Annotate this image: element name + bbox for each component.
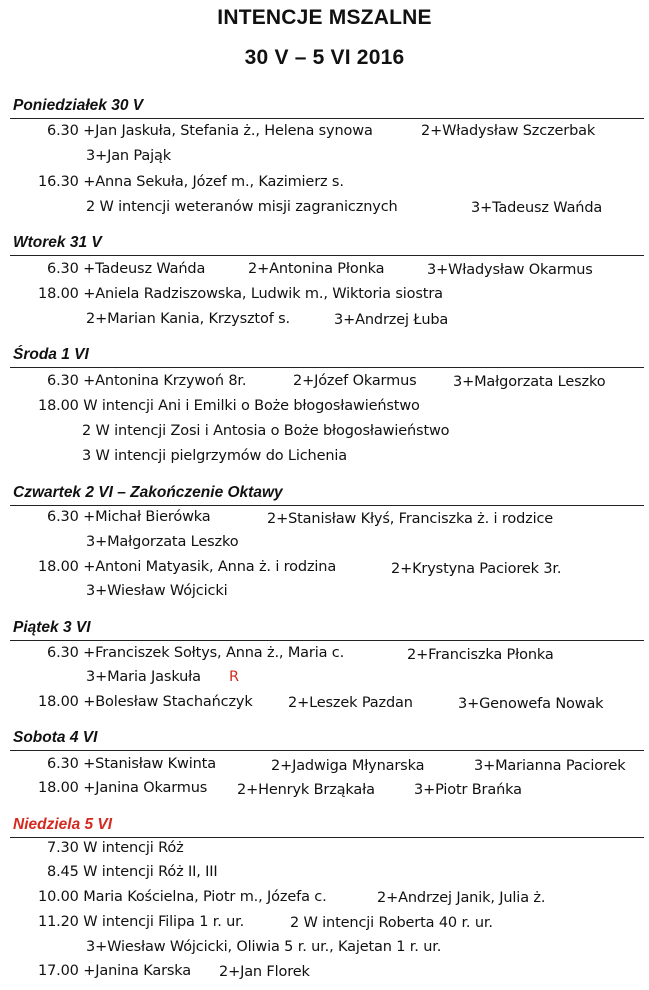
intention-line: 6.30 +Tadeusz Wańda bbox=[47, 261, 206, 277]
intention-line: 2+Józef Okarmus bbox=[293, 373, 417, 389]
intention-line: 2+Stanisław Kłyś, Franciszka ż. i rodzice bbox=[267, 511, 554, 527]
intention-line: 10.00 Maria Kościelna, Piotr m., Józefa c. bbox=[38, 889, 327, 905]
intention-line: 2+Franciszka Płonka bbox=[407, 647, 554, 663]
intention-line: 3+Wiesław Wójcicki bbox=[86, 583, 228, 599]
intention-line: 2+Leszek Pazdan bbox=[288, 695, 413, 711]
intention-line: 6.30 +Antonina Krzywoń 8r. bbox=[47, 373, 247, 389]
day-divider bbox=[10, 255, 644, 256]
day-heading-friday: Piątek 3 VI bbox=[13, 619, 91, 636]
intention-line: 2+Marian Kania, Krzysztof s. bbox=[86, 311, 290, 327]
intention-line: 2+Jadwiga Młynarska bbox=[271, 758, 425, 774]
intention-line: 6.30 +Stanisław Kwinta bbox=[47, 756, 216, 772]
day-heading-monday: Poniedziałek 30 V bbox=[13, 97, 144, 114]
day-heading-sunday: Niedziela 5 VI bbox=[13, 816, 113, 833]
intention-line: 8.45 W intencji Róż II, III bbox=[47, 864, 218, 880]
day-divider bbox=[10, 505, 644, 506]
intention-line: 18.00 +Antoni Matyasik, Anna ż. i rodzina bbox=[38, 559, 337, 575]
intention-line: 2+Antonina Płonka bbox=[248, 261, 385, 277]
intention-line: 2 W intencji Roberta 40 r. ur. bbox=[290, 915, 493, 931]
intention-line: 3 W intencji pielgrzymów do Lichenia bbox=[82, 448, 348, 464]
intention-line: 11.20 W intencji Filipa 1 r. ur. bbox=[38, 914, 245, 930]
intention-line: 3+Andrzej Łuba bbox=[334, 312, 449, 328]
intention-line: 6.30 +Franciszek Sołtys, Anna ż., Maria c. bbox=[47, 645, 345, 661]
intention-line: 3+Maria Jaskuła bbox=[86, 669, 201, 685]
intention-line: 3+Wiesław Wójcicki, Oliwia 5 r. ur., Kajetan 1 r. ur. bbox=[86, 939, 442, 955]
intention-line: 17.00 +Janina Karska bbox=[38, 963, 192, 979]
intention-line: 3+Tadeusz Wańda bbox=[471, 200, 603, 216]
intention-line: 18.00 +Bolesław Stachańczyk bbox=[38, 694, 253, 710]
intention-line: 16.30 +Anna Sekuła, Józef m., Kazimierz s. bbox=[38, 174, 344, 190]
intention-line: 3+Władysław Okarmus bbox=[427, 262, 593, 278]
intention-line: 3+Genowefa Nowak bbox=[458, 696, 604, 712]
day-heading-wednesday: Środa 1 VI bbox=[13, 346, 89, 363]
red-r-mark: R bbox=[229, 669, 239, 685]
intention-line: 3+Małgorzata Leszko bbox=[86, 534, 239, 550]
day-heading-tuesday: Wtorek 31 V bbox=[13, 234, 102, 251]
intention-line: 3+Piotr Brańka bbox=[414, 782, 522, 798]
day-divider bbox=[10, 118, 644, 119]
date-range: 30 V – 5 VI 2016 bbox=[244, 46, 405, 69]
intention-line: 3+Marianna Paciorek bbox=[474, 758, 626, 774]
intention-line: 2+Jan Florek bbox=[219, 964, 310, 980]
day-divider bbox=[10, 367, 644, 368]
day-heading-thursday: Czwartek 2 VI – Zakończenie Oktawy bbox=[13, 484, 283, 501]
intention-line: 18.00 +Janina Okarmus bbox=[38, 780, 208, 796]
intention-line: 3+Małgorzata Leszko bbox=[453, 374, 606, 390]
intention-line: 2+Krystyna Paciorek 3r. bbox=[391, 561, 562, 577]
intention-line: 3+Jan Pająk bbox=[86, 148, 171, 164]
intention-line: 7.30 W intencji Róż bbox=[47, 840, 184, 856]
day-divider bbox=[10, 837, 644, 838]
day-divider bbox=[10, 750, 644, 751]
intention-line: 18.00 W intencji Ani i Emilki o Boże błogosławieństwo bbox=[38, 398, 420, 414]
intention-line: 2+Władysław Szczerbak bbox=[421, 123, 596, 139]
intention-line: 2+Henryk Brząkała bbox=[237, 782, 375, 798]
day-divider bbox=[10, 640, 644, 641]
day-heading-saturday: Sobota 4 VI bbox=[13, 729, 98, 746]
intention-line: 6.30 +Michał Bierówka bbox=[47, 509, 211, 525]
intention-line: 2 W intencji Zosi i Antosia o Boże błogosławieństwo bbox=[82, 423, 450, 439]
intention-line: 2 W intencji weteranów misji zagranicznych bbox=[86, 199, 398, 215]
intention-line: 6.30 +Jan Jaskuła, Stefania ż., Helena synowa bbox=[47, 123, 373, 139]
intention-line: 18.00 +Aniela Radziszowska, Ludwik m., Wiktoria siostra bbox=[38, 286, 443, 302]
page-title: INTENCJE MSZALNE bbox=[217, 6, 432, 29]
intention-line: 2+Andrzej Janik, Julia ż. bbox=[377, 890, 546, 906]
